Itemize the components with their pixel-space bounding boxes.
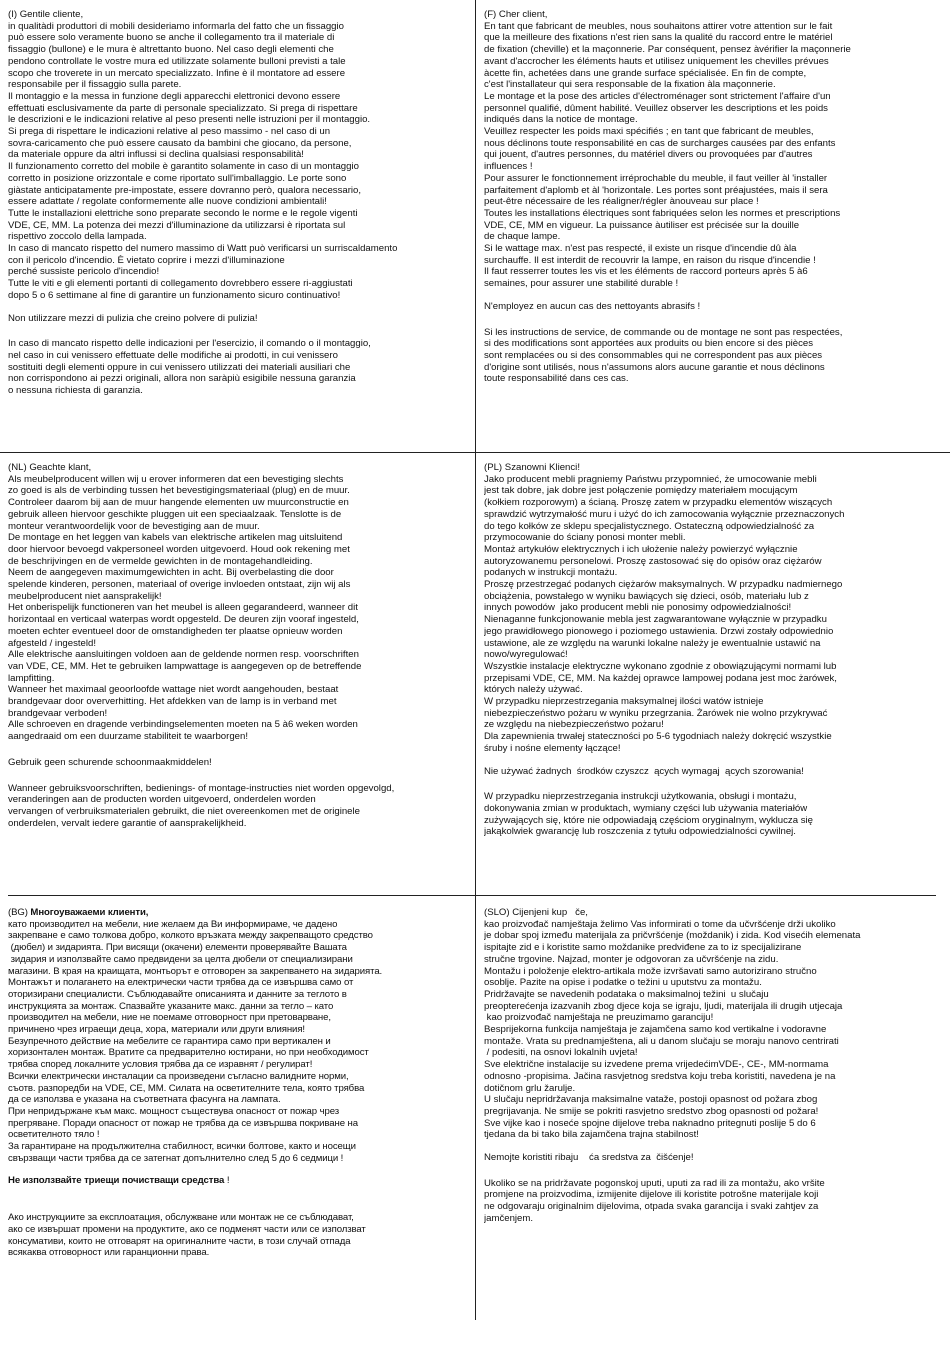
section-heading bbox=[8, 907, 474, 919]
text-line: да се използва е указана на съответната фасунга на лампата. bbox=[8, 1094, 281, 1106]
text-line: sprawdzić wytrzymałość muru i użyć do ich zamocowania wyłącznie przeznaczonych bbox=[484, 508, 845, 520]
text-line: Neem de aangegeven maximumgewichten in acht. Bij overbelasting die door bbox=[8, 567, 334, 579]
text-line: Ако инструкциите за експлоатация, обслужване или монтаж не се съблюдават, bbox=[8, 1212, 354, 1224]
text-line: Il funzionamento corretto del mobile è garantito solamente in caso di un montaggio bbox=[8, 161, 359, 173]
row-divider-2-left bbox=[8, 895, 475, 896]
text-line: innych powodów jako producent mebli nie ponosimy odpowiedzialności! bbox=[484, 602, 792, 614]
text-line: podanych w instrukcji montażu. bbox=[484, 567, 618, 579]
liability-text bbox=[8, 338, 473, 397]
text-line: toute responsabilité dans ces cas. bbox=[484, 373, 629, 385]
text-line: Wanneer het maximaal geoorloofde wattage niet wordt aangehouden, bestaat bbox=[8, 684, 339, 696]
text-line: De montage en het leggen van kabels van elektrische artikelen mag uitsluitend bbox=[8, 532, 343, 544]
text-line: vervangen of verbruiksmaterialen gebruikt, die niet overeenkomen met de originele bbox=[8, 805, 360, 817]
text-line: corretto in posizione orizzontale e come riportato sull'imballaggio. Le porte sono bbox=[8, 172, 347, 184]
text-line: nous déclinons toute responsabilité en cas de surcharges causées par des enfants bbox=[484, 137, 836, 149]
text-line: Toutes les installations électriques sont fabriquées selon les normes et prescriptions bbox=[484, 207, 841, 219]
cleaning-warning: Gebruik geen schurende schoonmaakmiddelen! bbox=[8, 756, 212, 768]
text-line: In caso di mancato rispetto del numero massimo di Watt può verificarsi un surriscaldamento bbox=[8, 243, 398, 255]
column-divider bbox=[475, 0, 476, 1320]
section-heading: (F) Cher client, bbox=[484, 9, 548, 20]
liability-text bbox=[8, 1212, 474, 1259]
section-slovenian bbox=[484, 907, 946, 1317]
text-line: При непридържане към макс. мощност съществува опасност от пожар чрез bbox=[8, 1105, 340, 1117]
text-line: jakąkolwiek gwarancję lub roszczenia z tytułu odpowiedzialności cywilnej. bbox=[484, 826, 796, 838]
text-line: консумативи, които не отговарят на оригиналните части, в този случай отпада bbox=[8, 1235, 351, 1247]
text-line: peut-être nécessaire de les réaligner/régler ànouveau sur place ! bbox=[484, 196, 759, 208]
text-line: influences ! bbox=[484, 161, 533, 173]
section-dutch bbox=[8, 462, 474, 892]
text-line: semaines, pour assurer une stabilité durable ! bbox=[484, 278, 679, 290]
text-line: Besprijekorna funkcija namještaja je zajamčena samo kod vertikalne i vodoravne bbox=[484, 1024, 827, 1036]
cleaning-warning: Nemojte koristiti ribaju ća sredstva za čišćenje! bbox=[484, 1152, 694, 1164]
text-line: je dobar spoj između materijala za pričvršćenje (moždanik) i zida. Kod visećih elemenata bbox=[484, 930, 861, 942]
text-line: fissaggio (bullone) e le mura è altrettanto buono. Nel caso degli elementi che bbox=[8, 44, 334, 56]
text-line: c'est l'installateur qui sera responsable de la fixation àla maçonnerie. bbox=[484, 79, 776, 91]
text-line: свързващи части трябва да се затегнат допълнително след 5 до 6 седмици ! bbox=[8, 1152, 344, 1164]
text-line: può essere solo veramente buono se anche il collegamento tra il materiale di bbox=[8, 32, 335, 44]
text-line: spelende kinderen, personen, materiaal of overige invloeden ontstaat, zijn wij als bbox=[8, 579, 351, 591]
text-line: que la meilleure des fixations n'est rien sans la qualité du raccord entre le matériel bbox=[484, 32, 833, 44]
text-line: Pour assurer le fonctionnement irréprochable du meuble, il faut veiller àl 'installer bbox=[484, 172, 828, 184]
body-text bbox=[484, 474, 946, 755]
text-line: dotičnom grlu žarulje. bbox=[484, 1082, 576, 1094]
text-line: Wszystkie instalacje elektryczne wykonano zgodnie z obowiązującymi normami lub bbox=[484, 660, 837, 672]
text-line: qui jouent, d'autres personnes, du matériel divers ou provoquées par d'autres bbox=[484, 149, 813, 161]
text-line: За гарантиране на продължителна стабилност, всички болтове, както и носещи bbox=[8, 1141, 356, 1153]
text-line: Veuillez respecter les poids maxi spécifiés ; en tant que fabricant de meubles, bbox=[484, 126, 814, 138]
liability-text bbox=[484, 791, 946, 838]
heading-title: Многоуважаеми клиенти, bbox=[30, 907, 149, 918]
text-line: surchauffe. Il est interdit de recouvrir la lampe, en raison du risque d'incendie ! bbox=[484, 254, 816, 266]
text-line: магазини. В края на краищата, монтьорът е отговорен за закрепването на зидарията. bbox=[8, 965, 383, 977]
text-line: o nessuna richiesta di garanzia. bbox=[8, 385, 143, 397]
text-line: Controleer daarom bij aan de muur hangende elementen uw muurconstructie en bbox=[8, 497, 349, 509]
text-line: moeten echter eventueel door de omstandigheden ter plaatse opnieuw worden bbox=[8, 625, 343, 637]
text-line: Montažu i položenje elektro-artikala može izvršavati samo autorizirano stručno bbox=[484, 965, 817, 977]
text-line: производител на мебели, ние не поемаме отговорност при претоварване, bbox=[8, 1012, 331, 1024]
text-line: Sve vijke kao i noseće spojne dijelove treba naknadno pritegnuti poslije 5 do 6 bbox=[484, 1117, 816, 1129]
text-line: montaže. Vrata su prednamještena, ali u danom slučaju se moraju nanovo centrirati bbox=[484, 1035, 839, 1047]
body-text bbox=[8, 919, 474, 1165]
body-text bbox=[484, 919, 946, 1141]
text-line: Als meubelproducent willen wij u erover informeren dat een bevestiging slechts bbox=[8, 473, 344, 485]
text-line: ne odgovaraju originalnim dijelovima, otpada svaka garancija i svaki zahtjev za bbox=[484, 1201, 819, 1213]
text-line: ispitajte zid e i koristite samo moždanike predviđene za to iz specijalizirane bbox=[484, 942, 802, 954]
text-line: трябва според локалните условия трябва да се изравнят / регулират! bbox=[8, 1059, 313, 1071]
section-italian bbox=[8, 9, 473, 449]
text-line: (дюбел) и зидарията. При висящи (окачени) елементи проверявайте Вашата bbox=[8, 942, 347, 954]
section-bulgarian bbox=[8, 907, 474, 1317]
text-line: non corrispondono ai pezzi originali, allora non saràpiù esigibile nessuna garanzia bbox=[8, 373, 356, 385]
text-line: gebruik alleen hiervoor geschikte pluggen uit een speciaalzaak. Tenslotte is de bbox=[8, 508, 342, 520]
text-line: осветителното тяло ! bbox=[8, 1129, 100, 1141]
text-line: Il montaggio e la messa in funzione degli apparecchi elettronici devono essere bbox=[8, 90, 341, 102]
section-french bbox=[484, 9, 946, 449]
text-line: brandgevaar verboden! bbox=[8, 707, 108, 719]
liability-text bbox=[8, 783, 474, 830]
section-polish bbox=[484, 462, 946, 892]
text-line: lampfitting. bbox=[8, 672, 55, 684]
text-line: àcette fin, achetées dans une grande surface spécialisée. En fin de compte, bbox=[484, 67, 807, 79]
heading-prefix: (BG) bbox=[8, 907, 31, 918]
text-line: Sve električne instalacije su izvedene prema vrijedećimVDE-, CE-, MM-normama bbox=[484, 1059, 829, 1071]
body-text bbox=[484, 21, 946, 290]
text-line: ако се извършат промени на продуктите, ако се подменят части или се използват bbox=[8, 1223, 366, 1235]
text-line: perché sussiste pericolo d'incendio! bbox=[8, 266, 160, 278]
text-line: Wanneer gebruiksvoorschriften, bedienings- of montage-instructies niet worden opgevolgd, bbox=[8, 782, 395, 794]
row-divider-1-left bbox=[0, 452, 475, 453]
text-line: osoblje. Pazite na opise i podatke o težini u uputstvu za montažu. bbox=[484, 977, 762, 989]
body-text bbox=[8, 21, 473, 302]
section-heading: (I) Gentile cliente, bbox=[8, 9, 84, 20]
text-line: (kołkiem rozporowym) a ścianą. Proszę zatem w przypadku elementów wiszących bbox=[484, 497, 833, 509]
text-line: nel caso in cui venissero effettuate delle modifiche ai prodotti, in cui venissero bbox=[8, 349, 338, 361]
text-line: brandgevaar door oververhitting. Het afdekken van de lamp is in verband met bbox=[8, 696, 337, 708]
text-line: de chaque lampe. bbox=[484, 231, 561, 243]
text-line: W przypadku nieprzestrzegania maksymalnej ilości watów istnieje bbox=[484, 696, 764, 708]
text-line: Всички електрически инсталации са произведени съгласно валидните норми, bbox=[8, 1070, 349, 1082]
text-line: odnosno -propisima. Jačina rasvjetnog sredstva koju treba koristiti, navedena je na bbox=[484, 1070, 836, 1082]
text-line: Si prega di rispettare le indicazioni relative al peso massimo - nel caso di un bbox=[8, 126, 331, 138]
text-line: W przypadku nieprzestrzegania instrukcji użytkowania, obsługi i montażu, bbox=[484, 791, 797, 803]
text-line: personnel qualifié, dûment habilité. Veuillez observer les descriptions et les poids bbox=[484, 102, 828, 114]
text-line: kao proizvođač namještaja ne preuzimamo garanciju! bbox=[484, 1012, 714, 1024]
text-line: Proszę przestrzegać podanych ciężarów maksymalnych. W przypadku nadmiernego bbox=[484, 579, 843, 591]
text-line: En tant que fabricant de meubles, nous souhaitons attirer votre attention sur le fait bbox=[484, 20, 833, 32]
text-line: хоризонтален монтаж. Вратите са предварително юстирани, но при необходимост bbox=[8, 1047, 369, 1059]
liability-text bbox=[484, 1178, 946, 1225]
text-line: scopo che troverete in un mercato specializzato. Infine è il montatore ad essere bbox=[8, 67, 346, 79]
text-line: VDE, CE, MM en vigueur. La puissance àutiliser est précisée sur la douille bbox=[484, 219, 800, 231]
text-line: śruby i nośne elementy łączące! bbox=[484, 742, 621, 754]
text-line: responsabile per il fissaggio sulla parete. bbox=[8, 79, 182, 91]
text-line: przymocowanie do ściany ponosi monter mebli. bbox=[484, 532, 686, 544]
text-line: като производител на мебели, ние желаем да Ви информираме, че дадено bbox=[8, 918, 338, 930]
liability-text bbox=[484, 327, 946, 386]
text-line: / podesiti, na osnovi lokalnih uvjeta! bbox=[484, 1047, 638, 1059]
text-line: których należy używać. bbox=[484, 684, 583, 696]
text-line: onderdelen, vervalt iedere garantie of aansprakelijkheid. bbox=[8, 817, 247, 829]
cleaning-warning: Nie używać żadnych środków czyszcz ących wymagaj ących szorowania! bbox=[484, 765, 804, 777]
text-line: Si les instructions de service, de commande ou de montage ne sont pas respectées, bbox=[484, 326, 843, 338]
text-line: do tego kołków ze sklepu specjalistycznego. Ostateczną odpowiedzialność za bbox=[484, 520, 815, 532]
text-line: зидария и използвайте само предвидени за целта дюбели от специализирани bbox=[8, 953, 353, 965]
text-line: Монтажът и полагането на електрически части трябва да се извършва само от bbox=[8, 977, 354, 989]
text-line: preopterećenja izazvanih zbog djece koja se igraju, ljudi, materijala ili drugih utjecaja bbox=[484, 1000, 843, 1012]
text-line: d'origine sont utilisés, nous n'assumons alors aucune garantie et nous déclinons bbox=[484, 361, 825, 373]
text-line: le descrizioni e le indicazioni relative al peso presenti nelle istruzioni per il montaggio. bbox=[8, 114, 371, 126]
text-line: съотв. разпоредби на VDE, CE, MM. Силата на осветителните тела, която трябва bbox=[8, 1082, 365, 1094]
text-line: meubelproducent niet aansprakelijk! bbox=[8, 590, 162, 602]
text-line: Jako producent mebli pragniemy Państwu przypomnieć, że umocowanie mebli bbox=[484, 473, 817, 485]
text-line: ustawione, ale ze względu na warunki lokalne należy je ewentualnie ustawić na bbox=[484, 637, 821, 649]
text-line: инструкцията за монтаж. Спазвайте указаните макс. данни за тегло – като bbox=[8, 1000, 334, 1012]
text-line: всякаква отговорност или гаранционни права. bbox=[8, 1247, 210, 1259]
row-divider-1-right bbox=[476, 452, 950, 453]
text-line: de fixation (cheville) et la maçonnerie. Par conséquent, pensez àvérifier la maçonnerie bbox=[484, 44, 851, 56]
text-line: sovra-caricamento che può essere causato da bambini che giocano, da persone, bbox=[8, 137, 352, 149]
section-heading: (SLO) Cijenjeni kup če, bbox=[484, 907, 588, 918]
text-line: giàstate anticipatamente pre-impostate, essere dovranno però, qualora necessario, bbox=[8, 184, 362, 196]
text-line: afgesteld / ingesteld! bbox=[8, 637, 97, 649]
text-line: VDE, CE, MM. La potenza dei mezzi d'illuminazione da utilizzarsi è riportata sul bbox=[8, 219, 346, 231]
text-line: Montaż artykułów elektrycznych i ich ułożenie należy powierzyć wyłącznie bbox=[484, 543, 798, 555]
text-line: ze względu na niebezpieczeństwo pożaru! bbox=[484, 719, 664, 731]
text-line: pregrijavanja. Ne smije se pokriti rasvjetno sredstvo zbog opasnosti od požara! bbox=[484, 1105, 819, 1117]
text-line: van VDE, CE, MM. Het te gebruiken lampwattage is aangegeven op de betreffende bbox=[8, 660, 362, 672]
text-line: veranderingen aan de producten worden uitgevoerd, onderdelen worden bbox=[8, 794, 316, 806]
text-line: jego prawidłowego pionowego i poziomego ustawienia. Drzwi zostały odpowiednio bbox=[484, 625, 834, 637]
text-line: zo goed is als de verbinding tussen het bevestigingsmateriaal (plug) en de muur. bbox=[8, 485, 350, 497]
text-line: Alle schroeven en dragende verbindingselementen moeten na 5 à6 weken worden bbox=[8, 719, 358, 731]
text-line: sostituiti degli elementi oppure in cui venissero utilizzati dei materiali ausiliari che bbox=[8, 361, 351, 373]
text-line: Tutte le installazioni elettriche sono preparate secondo le norme e le regole vigenti bbox=[8, 207, 358, 219]
text-line: Tutte le viti e gli elementi portanti di collegamento dovrebbero essere ri-aggiustati bbox=[8, 278, 353, 290]
text-line: autoryzowanemu personelowi. Proszę zastosować się do opisów oraz ciężarów bbox=[484, 555, 822, 567]
text-line: przepisami VDE, CE, MM. Na każdej oprawce lampowej podana jest moc żarówek, bbox=[484, 672, 837, 684]
section-heading: (NL) Geachte klant, bbox=[8, 462, 92, 473]
text-line: Il faut resserrer toutes les vis et les éléments de raccord porteurs après 5 à6 bbox=[484, 266, 808, 278]
cleaning-warning: Non utilizzare mezzi di pulizia che creino polvere di pulizia! bbox=[8, 312, 258, 324]
cleaning-warning bbox=[8, 1175, 474, 1187]
text-line: si des modifications sont apportées aux produits ou bien encore si des pièces bbox=[484, 338, 814, 350]
row-divider-2-right bbox=[476, 895, 936, 896]
text-line: monteur verantwoordelijk voor de bevestiging aan de muur. bbox=[8, 520, 260, 532]
text-line: zużywających się, które nie odpowiadają częściom oryginalnym, wyklucza się bbox=[484, 814, 813, 826]
text-line: parfaitement d'aplomb et àl 'horizontale. Les portes sont préajustées, mais il sera bbox=[484, 184, 828, 196]
text-line: door hiervoor bevoegd vakpersoneel worden uitgevoerd. Houd ook rekening met bbox=[8, 543, 350, 555]
cleaning-warning: N'employez en aucun cas des nettoyants abrasifs ! bbox=[484, 300, 701, 312]
text-line: dokonywania zmian w produktach, wymiany części lub używania materiałów bbox=[484, 802, 808, 814]
text-line: оторизирани специалисти. Съблюдавайте описанията и данните за теглото в bbox=[8, 988, 347, 1000]
text-line: avant d'accrocher les éléments hauts et utilisez uniquement les chevilles prévues bbox=[484, 55, 829, 67]
text-line: dopo 5 o 6 settimane al fine di garantire un funzionamento sicuro continuativo! bbox=[8, 289, 341, 301]
section-heading: (PL) Szanowni Klienci! bbox=[484, 462, 580, 473]
text-line: niebezpieczeństwo pożaru w wyniku przegrzania. Żarówek nie wolno przykrywać bbox=[484, 707, 828, 719]
body-text bbox=[8, 474, 474, 743]
text-line: Dla zapewnienia trwałej stateczności po 5-6 tygodniach należy dokręcić wszystkie bbox=[484, 731, 832, 743]
text-line: jest tak dobre, jak dobre jest połączenie pomiędzy materiałem mocującym bbox=[484, 485, 798, 497]
text-line: Het onberispelijk functioneren van het meubel is alleen gegarandeerd, wanneer dit bbox=[8, 602, 358, 614]
text-line: Ukoliko se na pridržavate pogonskoj uputi, uputi za rad ili za montažu, ako vršite bbox=[484, 1177, 825, 1189]
text-line: nowo/wyregulować! bbox=[484, 649, 568, 661]
text-line: sont remplacées ou si des consommables qui ne correspondent pas aux pièces bbox=[484, 349, 823, 361]
text-line: effettuati esclusivamente da parte di personale specializzato. Si prega di rispettare bbox=[8, 102, 358, 114]
text-line: Si le wattage max. n'est pas respecté, il existe un risque d'incendie dû àla bbox=[484, 243, 797, 255]
text-line: con il pericolo d'incendio. È vietato coprire i mezzi d'illuminazione bbox=[8, 254, 285, 266]
text-line: indiqués dans la notice de montage. bbox=[484, 114, 638, 126]
text-line: tjedana da bi tako bila zajamčena trajna stabilnost! bbox=[484, 1129, 699, 1141]
text-line: rispettivo zoccolo della lampada. bbox=[8, 231, 147, 243]
text-line: da materiale oppure da altri influssi si declina qualsiasi responsabilità! bbox=[8, 149, 304, 161]
text-line: pendono controllate le vostre mura ed utilizzate solamente bulloni previsti a tale bbox=[8, 55, 346, 67]
text-line: de beschrijvingen en de vermelde gewichten in de montagehandleiding. bbox=[8, 555, 313, 567]
text-line: kao proizvođač namještaja želimo Vas informirati o tome da učvršćenje drži ukoliko bbox=[484, 918, 836, 930]
text-line: закрепване е само толкова добро, колкото връзката между закрепващото средство bbox=[8, 930, 373, 942]
text-line: прегряване. Поради опасност от пожар не трябва да се извършва покриване на bbox=[8, 1117, 358, 1129]
cleaning-warning-bold: Не използвайте триещи почистващи средства bbox=[8, 1175, 225, 1187]
text-line: Alle elektrische aansluitingen voldoen aan de geldende normen resp. voorschriften bbox=[8, 649, 359, 661]
text-line: obciążenia, powstałego w wyniku bawiących się dzieci, osób, materiału lub z bbox=[484, 590, 809, 602]
text-line: In caso di mancato rispetto delle indicazioni per l'esercizio, il comando o il montaggio, bbox=[8, 338, 371, 350]
text-line: aangedraaid om een duurzame stabiliteit te waarborgen! bbox=[8, 731, 248, 743]
text-line: Pridržavajte se navedenih podataka o maksimalnoj težini u slučaju bbox=[484, 988, 769, 1000]
text-line: stručne trgovine. Najzad, monter je odgovoran za učvršćenje na zidu. bbox=[484, 953, 779, 965]
text-line: horizontaal en verticaal waterpas wordt opgesteld. De deuren zijn vooraf ingesteld, bbox=[8, 614, 359, 626]
text-line: Le montage et la pose des articles d'électroménager sont strictement l'affaire d'un bbox=[484, 90, 831, 102]
text-line: причинено чрез играещи деца, хора, материали или други влияния! bbox=[8, 1024, 305, 1036]
text-line: essere adattate / regolate conformemente alle nuove condizioni ambientali! bbox=[8, 196, 327, 208]
text-line: in qualitàdi produttori di mobili desideriamo informarla del fatto che un fissaggio bbox=[8, 20, 344, 32]
text-line: U slučaju nepridržavanja maksimalne vataže, postoji opasnost od požara zbog bbox=[484, 1094, 818, 1106]
text-line: jamčenjem. bbox=[484, 1212, 534, 1224]
cleaning-warning-tail: ! bbox=[224, 1175, 230, 1187]
text-line: promjene na proizvodima, izmijenite dijelove ili koristite potrošne materijale koji bbox=[484, 1189, 819, 1201]
text-line: Безупречното действие на мебелите се гарантира само при вертикален и bbox=[8, 1035, 331, 1047]
text-line: Nienaganne funkcjonowanie mebla jest zagwarantowane wyłącznie w przypadku bbox=[484, 614, 827, 626]
